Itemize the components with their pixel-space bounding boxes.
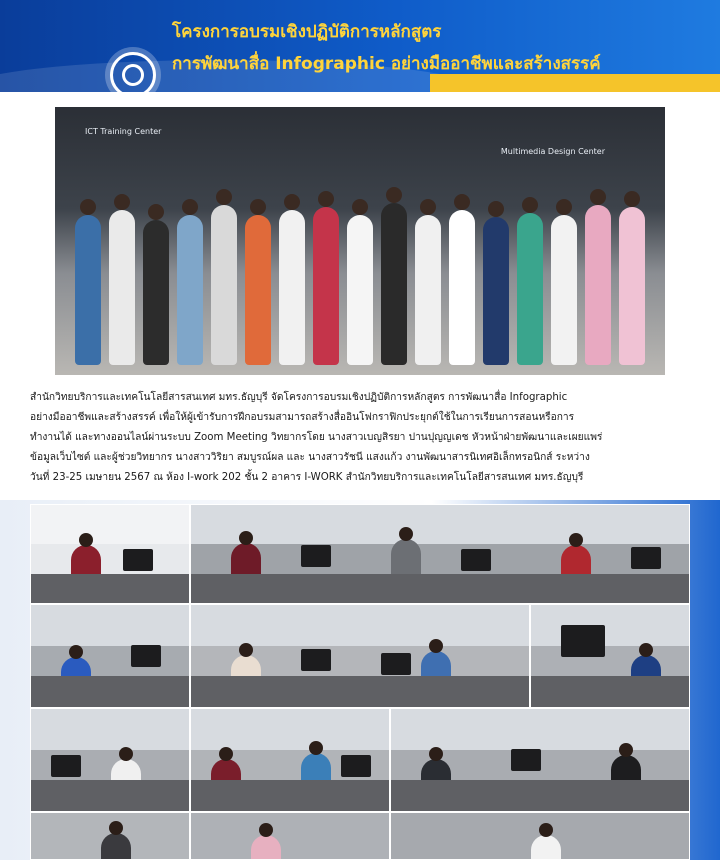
- collage-photo-4: [190, 604, 530, 708]
- collage-photo-10: [190, 812, 390, 860]
- collage-photo-8: [390, 708, 690, 812]
- collage-photo-2: [190, 504, 690, 604]
- group-photo: [55, 107, 665, 375]
- collage-photo-7: [190, 708, 390, 812]
- article-line-5: วันที่ 23-25 เมษายน 2567 ณ ห้อง I-work 202 ชั้น 2 อาคาร I-WORK สำนักวิทยบริการและเทคโนโลยีสารสนเทศ มทร.ธัญบุรี: [30, 472, 584, 483]
- article-line-1: สำนักวิทยบริการและเทคโนโลยีสารสนเทศ มทร.ธัญบุรี จัดโครงการอบรมเชิงปฏิบัติการหลักสูตร การพัฒนาสื่อ Infographic: [30, 392, 568, 403]
- collage-photo-11: [390, 812, 690, 860]
- article-line-2: อย่างมืออาชีพและสร้างสรรค์ เพื่อให้ผู้เข้ารับการฝึกอบรมสามารถสร้างสื่ออินโฟกราฟิกประยุกต์ใช้ในการเรียนการสอนหรือการ: [30, 412, 575, 423]
- article-body: [0, 382, 720, 500]
- collage-photo-6: [30, 708, 190, 812]
- collage-photo-1: [30, 504, 190, 604]
- hero-section: [0, 92, 720, 382]
- header-banner: [0, 0, 720, 100]
- title-line-1: โครงการอบรมเชิงปฏิบัติการหลักสูตร: [172, 22, 442, 42]
- sign-ict-training-center: ICT Training Center: [85, 127, 162, 136]
- sign-multimedia-design-center: Multimedia Design Center: [500, 147, 605, 156]
- article-line-3: ทำงานได้ และทางออนไลน์ผ่านระบบ Zoom Meeting วิทยากรโดย นางสาวเบญสิรยา ปานปุญญเดช หัวหน้าฝ่ายพัฒนาและเผยแพร่: [30, 432, 603, 443]
- crowd: [75, 165, 645, 365]
- article-line-4: ข้อมูลเว็บไซต์ และผู้ช่วยวิทยากร นางสาววิริยา สมบูรณ์ผล และ นางสาวรัชนี แสงแก้ว งานพัฒนาสารนิเทศอิเล็กทรอนิกส์ ระหว่าง: [30, 452, 590, 463]
- title-line-2: การพัฒนาสื่อ Infographic อย่างมืออาชีพและสร้างสรรค์: [172, 54, 601, 74]
- collage-photo-9: [30, 812, 190, 860]
- photo-collage: [0, 500, 720, 860]
- collage-photo-5: [530, 604, 690, 708]
- collage-photo-3: [30, 604, 190, 708]
